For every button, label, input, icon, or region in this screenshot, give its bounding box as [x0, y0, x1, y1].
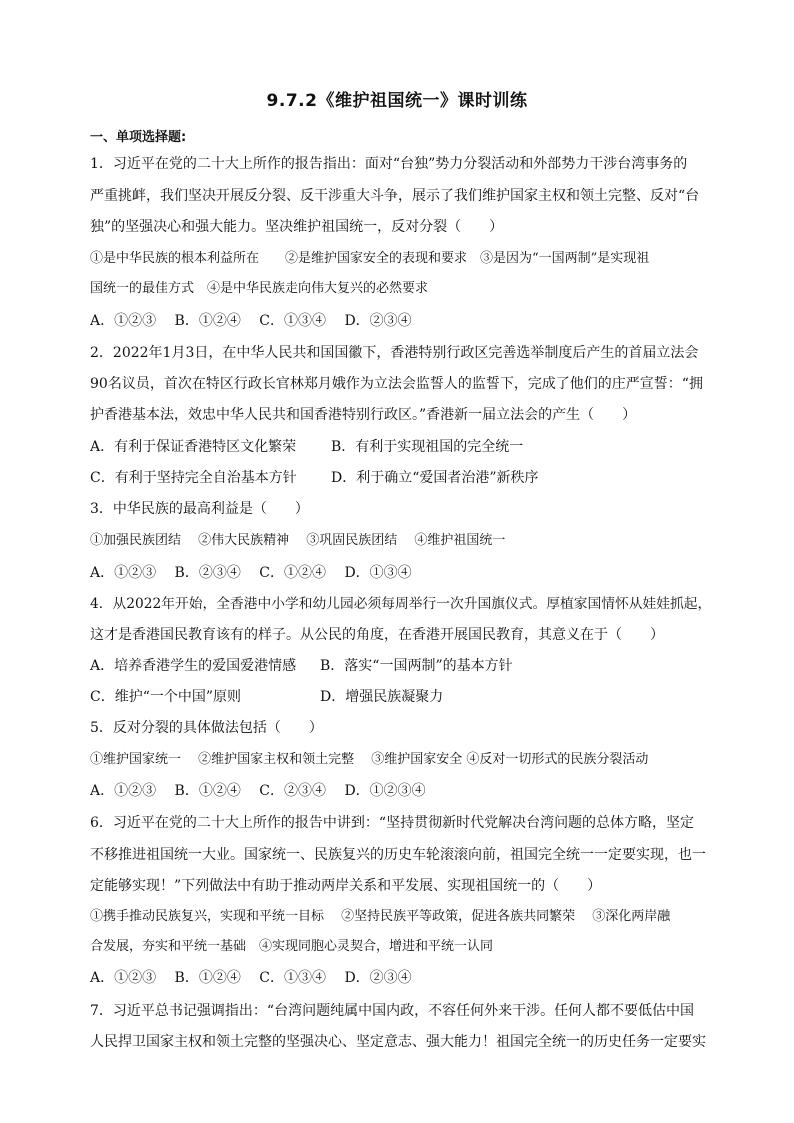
- q4-option-d: D．增强民族凝聚力: [320, 689, 444, 705]
- q2-option-c: C．有利于坚持完全自治基本方针: [90, 470, 297, 486]
- q1-options: A．①②③ B．①②④ C．①③④ D．②③④: [90, 313, 412, 329]
- q1-item-line: 国统一的最佳方式 ④是中华民族走向伟大复兴的必然要求: [90, 281, 429, 296]
- document-title: 9.7.2《维护祖国统一》课时训练: [266, 91, 528, 111]
- q1-stem-line: 严重挑衅，我们坚决开展反分裂、反干涉重大斗争，展示了我们维护国家主权和领土完整、反对“台: [90, 188, 700, 204]
- q2-option-d: D．利于确立“爱国者治港”新秩序: [331, 470, 539, 486]
- q6-stem-line: 定能够实现！”下列做法中有助于推动两岸关系和平发展、实现祖国统一的（ ）: [90, 878, 602, 894]
- q6-item-line: ①携手推动民族复兴，实现和平统一目标 ②坚持民族平等政策，促进各族共同繁荣 ③深化两岸融: [90, 909, 671, 924]
- q5-stem-line: 5．反对分裂的具体做法包括（ ）: [90, 720, 323, 736]
- q1-item-line: ①是中华民族的根本利益所在 ②是维护国家安全的表现和要求 ③是因为“一国两制”是实现祖: [90, 251, 650, 266]
- q2-stem-line: 90名议员，首次在特区行政长官林郑月娥作为立法会监誓人的监誓下，完成了他们的庄严宣誓：“拥: [90, 376, 703, 392]
- q2-option-a: A．有利于保证香港特区文化繁荣: [90, 439, 297, 455]
- section-heading: 一、单项选择题:: [90, 130, 187, 145]
- q5-item-line: ①维护国家统一 ②维护国家主权和领土完整 ③维护国家安全 ④反对一切形式的民族分裂活动: [90, 752, 649, 767]
- q3-options: A．①②③ B．②③④ C．①②④ D．①③④: [90, 565, 412, 581]
- q6-options: A．①②③ B．①②④ C．①③④ D．②③④: [90, 970, 412, 986]
- q2-stem-line: 2．2022年1月3日，在中华人民共和国国徽下，香港特别行政区完善选举制度后产生的首届立法会: [90, 345, 699, 361]
- q6-stem-line: 6．习近平在党的二十大上所作的报告中讲到：“坚持贯彻新时代党解决台湾问题的总体方略，坚定: [90, 815, 695, 831]
- q4-option-a: A．培养香港学生的爱国爱港情感: [90, 658, 297, 674]
- q6-item-line: 合发展，夯实和平统一基础 ④实现同胞心灵契合，增进和平统一认同: [90, 939, 494, 954]
- q4-option-c: C．维护“一个中国”原则: [90, 689, 242, 705]
- q3-item-line: ①加强民族团结 ②伟大民族精神 ③巩固民族团结 ④维护祖国统一: [90, 533, 506, 548]
- q2-option-b: B．有利于实现祖国的完全统一: [331, 439, 524, 455]
- q4-stem-line: 4．从2022年开始，全香港中小学和幼儿园必须每周举行一次升国旗仪式。厚植家国情怀从娃娃抓起，: [90, 596, 712, 612]
- q2-stem-line: 护香港基本法，效忠中华人民共和国香港特别行政区。”香港新一届立法会的产生（ ）: [90, 407, 637, 423]
- q7-stem-line: 人民捍卫国家主权和领土完整的坚强决心、坚定意志、强大能力！祖国完全统一的历史任务一定要实: [90, 1034, 706, 1050]
- q7-stem-line: 7．习近平总书记强调指出：“台湾问题纯属中国内政，不容任何外来干涉。任何人都不要低估中国: [90, 1003, 695, 1019]
- q1-stem-line: 独”的坚强决心和强大能力。坚决维护祖国统一，反对分裂（ ）: [90, 219, 504, 235]
- q4-option-b: B．落实“一国两制”的基本方针: [320, 658, 513, 674]
- q5-options: A．①②③ B．①②④ C．②③④ D．①②③④: [90, 783, 426, 799]
- q1-stem-line: 1．习近平在党的二十大上所作的报告指出：面对“台独”势力分裂活动和外部势力干涉台湾事务的: [90, 156, 688, 172]
- q6-stem-line: 不移推进祖国统一大业。国家统一、民族复兴的历史车轮滚滚向前，祖国完全统一一定要实现，也一: [90, 847, 706, 863]
- q4-stem-line: 这才是香港国民教育该有的样子。从公民的角度，在香港开展国民教育，其意义在于（ ）: [90, 627, 664, 643]
- q3-stem-line: 3．中华民族的最高利益是（ ）: [90, 501, 309, 517]
